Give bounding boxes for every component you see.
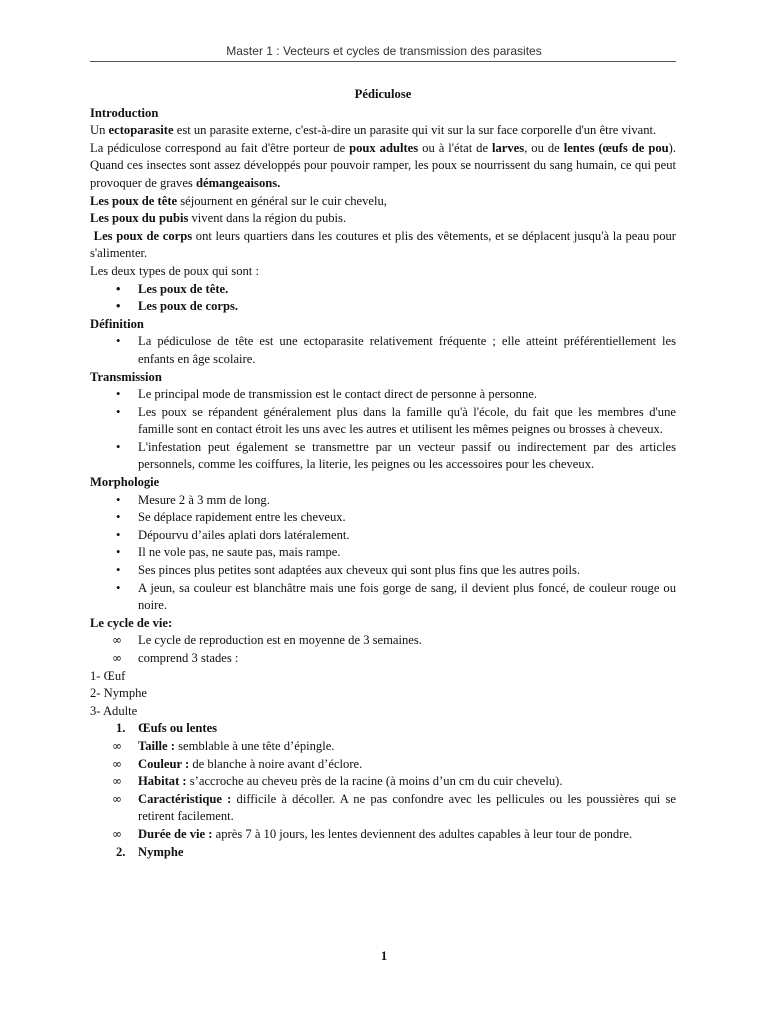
list-item: • Les poux de corps. [90,298,676,316]
list-item: ∞ Taille : semblable à une tête d’épingle. [90,738,676,756]
list-item: • Ses pinces plus petites sont adaptées aux cheveux qui sont plus fins que les autres poils. [90,562,676,580]
heading-cycle: Le cycle de vie: [90,615,173,630]
list-item: ∞ Le cycle de reproduction est en moyenne de 3 semaines. [90,632,676,650]
subheading-nymphe: 2. Nymphe [116,844,184,859]
heading-transmission: Transmission [90,369,162,384]
intro-paragraph-2: La pédiculose correspond au fait d'être porteur de poux adultes ou à l'état de larves, ou de lentes (œufs de pou). Quand ces insectes sont assez développés pour pouvoir ramper, les poux se nourrissent du sang humain, ce qui peut provoquer de graves démangeaisons. [90,140,676,190]
list-item: • A jeun, sa couleur est blanchâtre mais une fois gorge de sang, il devient plus foncé, de couleur rouge ou noire. [90,580,676,615]
list-item: • Les poux se répandent généralement plus dans la famille qu'à l'école, du fait que les membres d'une famille sont en contact étroit les uns avec les autres et utilisent les mêmes peignes ou brosses à cheveux. [90,404,676,439]
intro-paragraph-6: Les deux types de poux qui sont : [90,263,259,278]
cycle-list [90,632,676,667]
transmission-list [90,386,676,474]
list-item: • Se déplace rapidement entre les cheveux. [90,509,676,527]
list-item: ∞ Couleur : de blanche à noire avant d’éclore. [90,756,676,774]
intro-paragraph-3: Les poux de tête séjournent en général sur le cuir chevelu, [90,193,387,208]
list-item: ∞ Durée de vie : après 7 à 10 jours, les lentes deviennent des adultes capables à leur tour de pondre. [90,826,676,844]
definition-list [90,333,676,368]
list-item: ∞ comprend 3 stades : [90,650,676,668]
list-item: • Les poux de tête. [90,281,676,299]
intro-paragraph-1: Un ectoparasite est un parasite externe, c'est-à-dire un parasite qui vit sur la sur face corporelle d'un être vivant. [90,123,657,138]
list-item: ∞ Caractéristique : difficile à décoller. A ne pas confondre avec les pellicules ou les poussières qui se retirent facilement. [90,791,676,826]
header-rule [90,61,676,62]
page-number: 1 [380,949,388,963]
heading-morphologie: Morphologie [90,475,160,490]
intro-paragraph-5: Les poux de corps ont leurs quartiers dans les coutures et plis des vêtements, et se déplacent jusqu'à la peau pour s'alimenter. [90,228,676,261]
types-list [90,281,676,316]
eggs-section [90,720,676,861]
morphologie-list [90,492,676,615]
document-title: Pédiculose [354,87,412,101]
heading-definition: Définition [90,316,144,331]
page-header: Master 1 : Vecteurs et cycles de transmission des parasites [226,44,542,58]
list-item: • Dépourvu d’ailes aplati dors latéralement. [90,527,676,545]
stage-line: 3- Adulte [90,703,138,718]
list-item: • Mesure 2 à 3 mm de long. [90,492,676,510]
list-item: • Il ne vole pas, ne saute pas, mais rampe. [90,544,676,562]
list-item: • L'infestation peut également se transmettre par un vecteur passif ou indirectement par des articles personnels, comme les coiffures, la literie, les peignes ou les accessoires pour les cheveux. [90,439,676,474]
subheading-eggs: 1. Œufs ou lentes [116,721,218,736]
list-item: ∞ Habitat : s’accroche au cheveu près de la racine (à moins d’un cm du cuir chevelu). [90,773,676,791]
stage-line: 2- Nymphe [90,686,148,701]
document-body [90,86,676,861]
heading-introduction: Introduction [90,105,159,120]
stage-line: 1- Œuf [90,668,126,683]
list-item: • Le principal mode de transmission est le contact direct de personne à personne. [90,386,676,404]
intro-paragraph-4: Les poux du pubis vivent dans la région du pubis. [90,211,347,226]
list-item: • La pédiculose de tête est une ectoparasite relativement fréquente ; elle atteint préférentiellement les enfants en âge scolaire. [90,333,676,368]
